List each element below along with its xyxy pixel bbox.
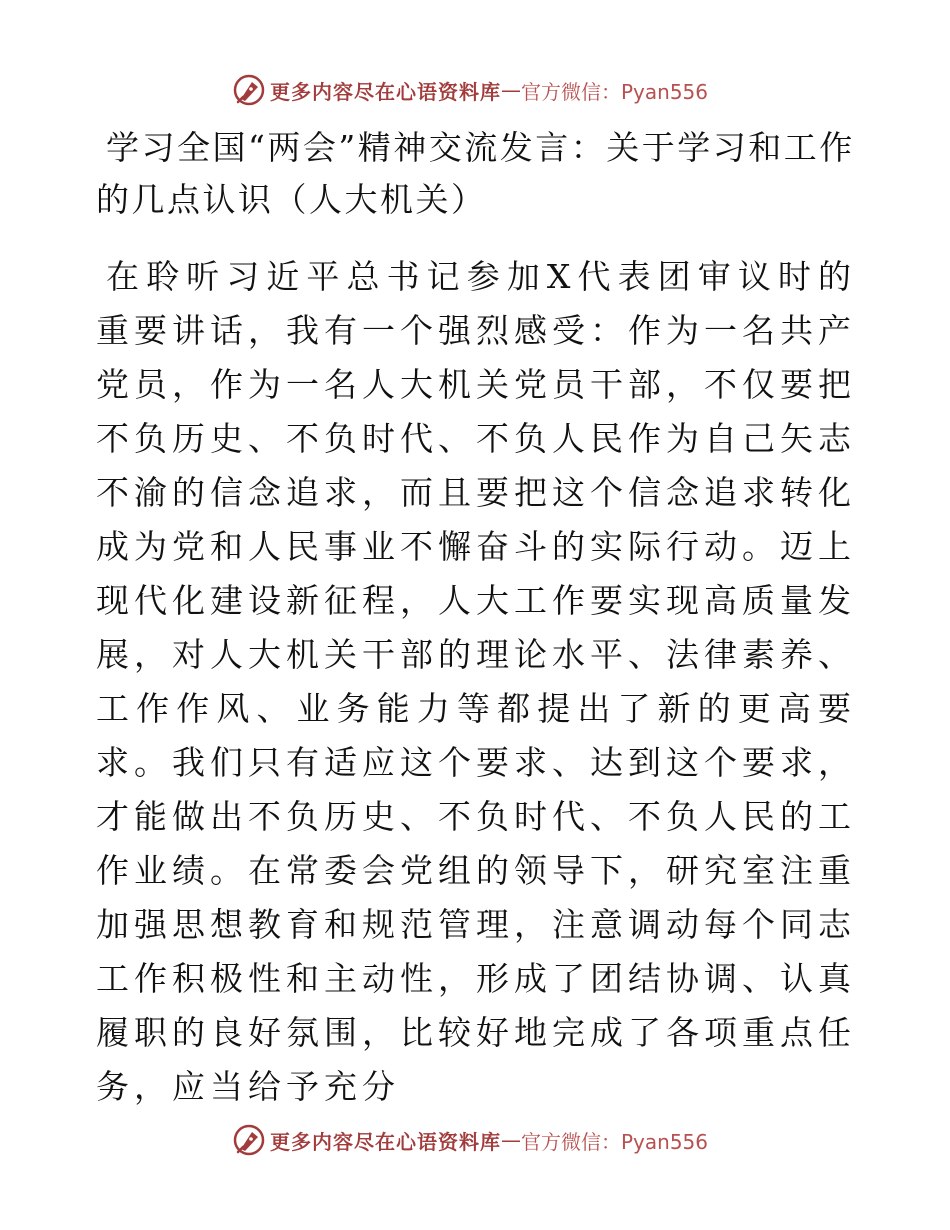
banner-brand-text: 更多内容尽在心语资料库 <box>270 79 501 104</box>
banner-brand-text: 更多内容尽在心语资料库 <box>270 1129 501 1154</box>
header-banner <box>232 70 708 110</box>
document-paragraph: 在聆听习近平总书记参加X代表团审议时的重要讲话，我有一个强烈感受：作为一名共产党员，作为一名人大机关党员干部，不仅要把不负历史、不负时代、不负人民作为自己矢志不渝的信念追求，而且要把这个信念追求转化成为党和人民事业不懈奋斗的实际行动。迈上现代化建设新征程，人大工作要实现高质量发展，对人大机关干部的理论水平、法律素养、工作作风、业务能力等都提出了新的更高要求。我们只有适应这个要求、达到这个要求，才能做出不负历史、不负时代、不负人民的工作业绩。在常委会党组的领导下，研究室注重加强思想教育和规范管理，注意调动每个同志工作积极性和主动性，形成了团结协调、认真履职的良好氛围，比较好地完成了各项重点任务，应当给予充分 <box>96 257 856 1106</box>
banner-separator: — <box>501 78 521 102</box>
banner-separator: — <box>501 1128 521 1152</box>
banner-contact-text: 官方微信：Pyan556 <box>521 79 709 104</box>
banner-contact-text: 官方微信：Pyan556 <box>521 1129 709 1154</box>
pen-nib-logo-icon <box>232 73 266 107</box>
footer-banner <box>232 1120 708 1160</box>
document-title: 学习全国“两会”精神交流发言：关于学习和工作的几点认识（人大机关） <box>96 128 855 219</box>
pen-nib-logo-icon <box>232 1123 266 1157</box>
